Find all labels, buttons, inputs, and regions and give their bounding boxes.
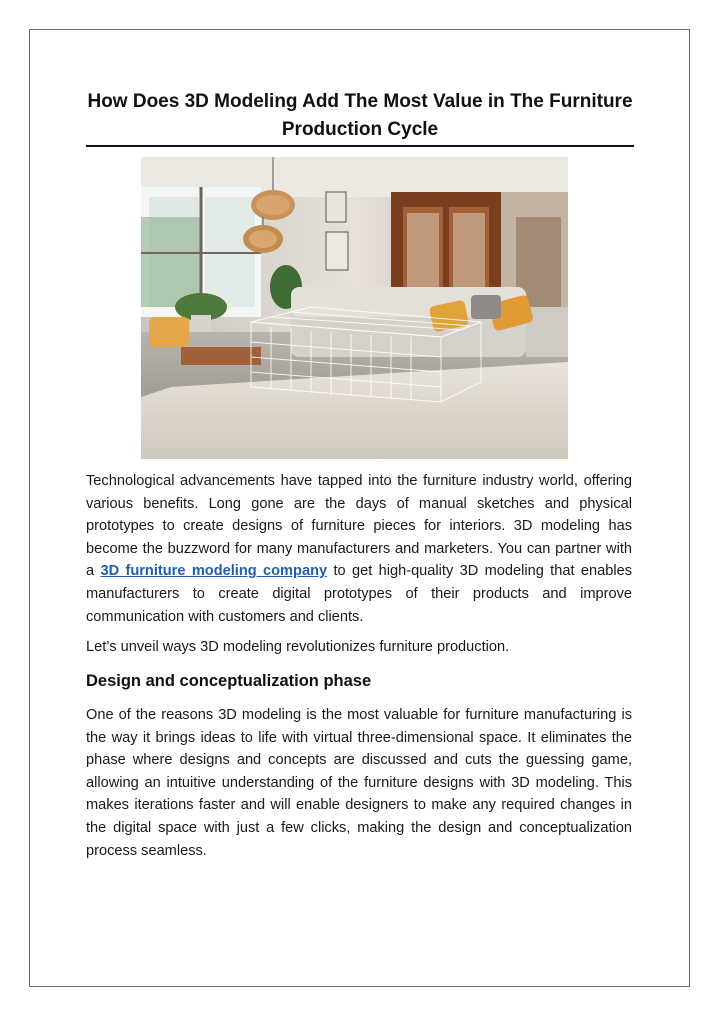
furniture-modeling-company-link[interactable]: 3D furniture modeling company (100, 563, 328, 580)
intro-text-before-link: Technological advancements have tapped into the furniture industry world, offering various benefits. Long gone are the days of manual sketches and physical prototypes to create designs of furniture pieces for interiors. 3D modeling has become the buzzword for many manufacturers and marketers. You can partner with a (86, 473, 632, 580)
section-heading: Design and conceptualization phase (86, 672, 372, 690)
page-title: How Does 3D Modeling Add The Most Value in The Furniture Production Cycle (87, 91, 633, 140)
unveil-paragraph: Let’s unveil ways 3D modeling revolutionizes furniture production. (86, 639, 510, 655)
title-divider (86, 145, 634, 147)
design-phase-paragraph: One of the reasons 3D modeling is the most valuable for furniture manufacturing is the way it brings ideas to life with virtual three-dimensional space. It eliminates the phase where designs and concepts are discussed and cuts the guessing game, allowing an intuitive understanding of the furniture designs with 3D modeling. This makes iterations faster and will enable designers to make any required changes in the digital space with just a few clicks, making the design and conceptualization process seamless. (86, 707, 632, 859)
hero-image (141, 157, 568, 459)
intro-paragraph (86, 470, 632, 628)
intro-text-after-link: to get high-quality 3D modeling that enables manufacturers to create digital prototypes of their products and improve communication with customers and clients. (86, 563, 632, 625)
